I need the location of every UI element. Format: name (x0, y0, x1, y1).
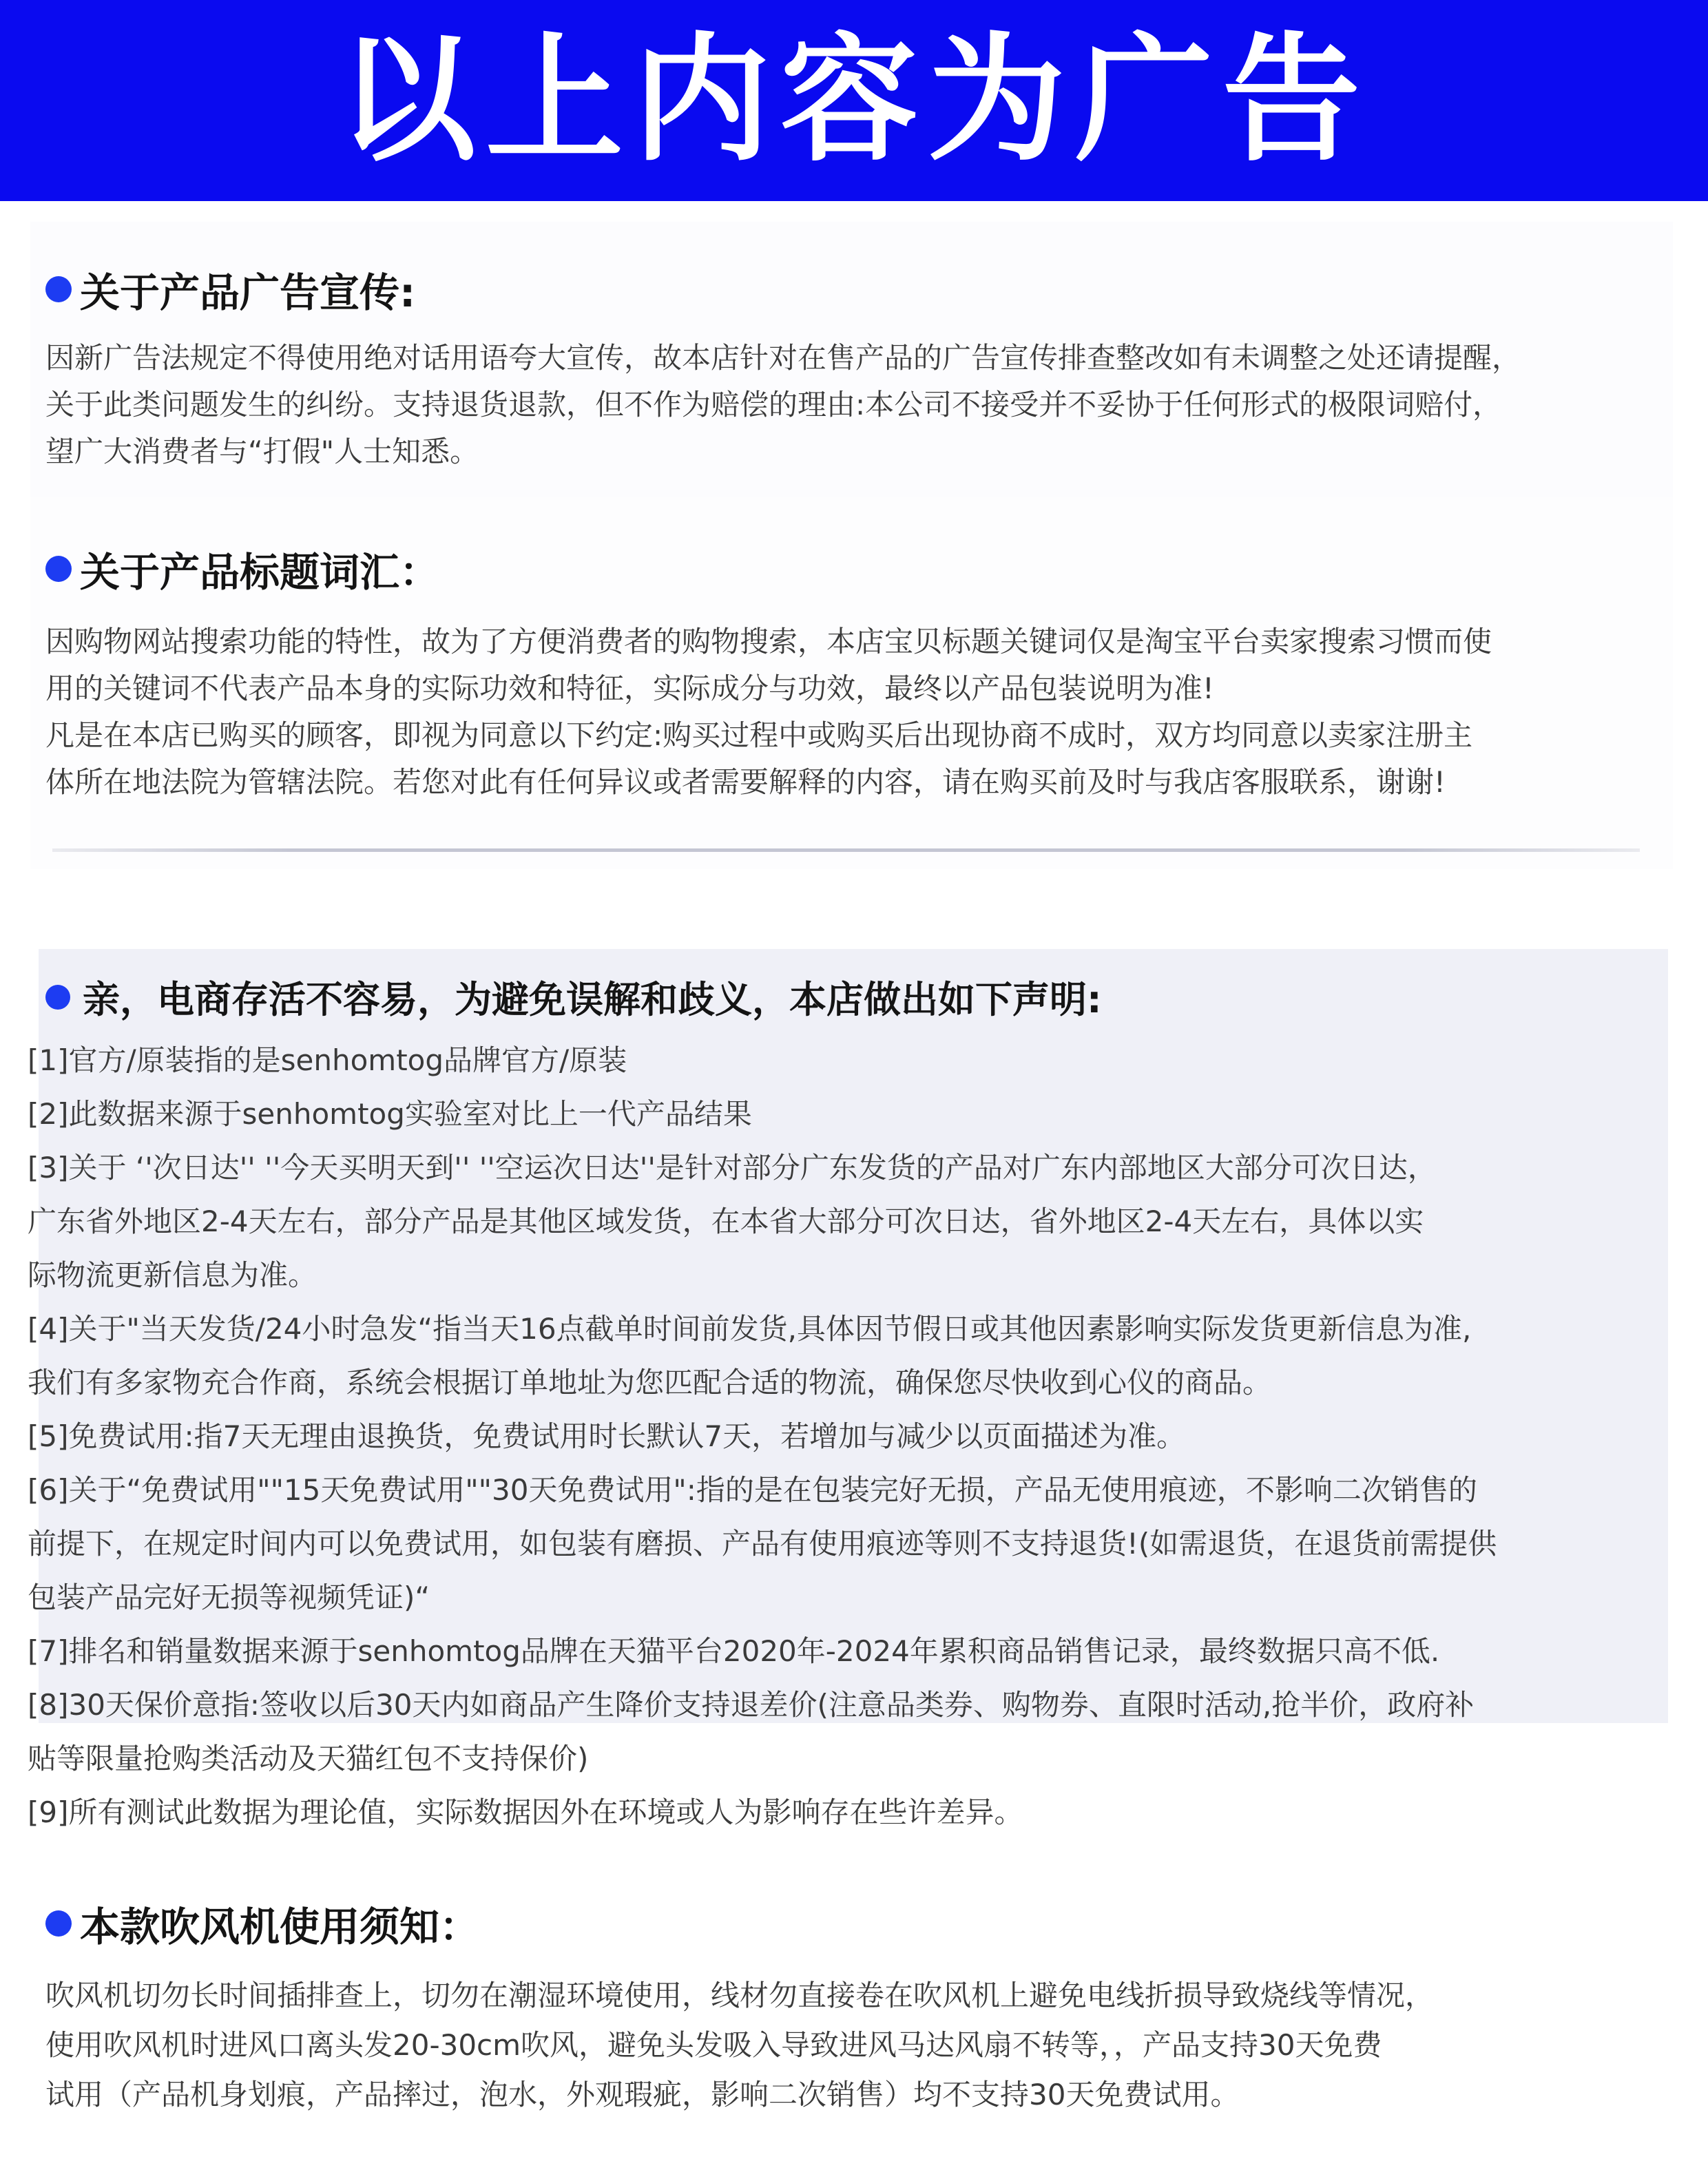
declaration-item-3: [3]关于 ‘'次日达'' ''今天买明天到'' ''空运次日达''是针对部分广东发货的产品对广东内部地区大部分可次日达， (28, 1150, 1437, 1185)
body-line: 体所在地法院为管辖法院。若您对此有任何异议或者需要解释的内容，请在购买前及时与我店客服联系，谢谢! (45, 764, 1446, 799)
body-line: 关于此类问题发生的纠纷。支持退货退款，但不作为赔偿的理由:本公司不接受并不妥协于任何形式的极限词赔付， (45, 387, 1502, 421)
section-heading-ad-promo (45, 261, 415, 317)
declaration-item-6: [6]关于“免费试用""15天免费试用""30天免费试用":指的是在包装完好无损，产品无使用痕迹，不影响二次销售的 (28, 1472, 1477, 1507)
declaration-item-8-cont: 贴等限量抢购类活动及天猫红包不支持保价) (28, 1741, 589, 1775)
declaration-item-4: [4]关于"当天发货/24小时急发“指当天16点截单时间前发货,具体因节假日或其他因素影响实际发货更新信息为准, (28, 1311, 1472, 1346)
declaration-item-8: [8]30天保价意指:签收以后30天内如商品产生降价支持退差价(注意品类券、购物券、直限时活动,抢半价，政府补 (28, 1687, 1475, 1722)
banner-title: 以上内容为广告 (337, 20, 1370, 180)
declaration-item-4-cont: 我们有多家物充合作商，系统会根据订单地址为您匹配合适的物流，确保您尽快收到心仪的商品。 (28, 1365, 1272, 1399)
heading-text: 本款吹风机使用须知： (80, 1903, 480, 1950)
body-line: 凡是在本店已购买的顾客，即视为同意以下约定:购买过程中或购买后出现协商不成时，双方均同意以卖家注册主 (45, 718, 1473, 752)
heading-text: 亲，电商存活不容易，为避免误解和歧义，本店做出如下声明: (83, 978, 1102, 1022)
section-heading-title-words (45, 541, 439, 596)
declaration-item-9: [9]所有测试此数据为理论值，实际数据因外在环境或人为影响存在些许差异。 (28, 1795, 1023, 1829)
heading-text: 关于产品标题词汇： (80, 548, 440, 596)
body-line: 使用吹风机时进风口离头发20-30cm吹风，避免头发吸入导致进风马达风扇不转等，，产品支持30天免费 (45, 2027, 1382, 2062)
bullet-dot-icon (45, 556, 72, 582)
body-line: 因购物网站搜索功能的特性，故为了方便消费者的购物搜索，本店宝贝标题关键词仅是淘宝平台卖家搜索习惯而使 (45, 624, 1492, 658)
declaration-item-2: [2]此数据来源于senhomtog实验室对比上一代产品结果 (28, 1096, 752, 1131)
declaration-item-3-cont: 际物流更新信息为准。 (28, 1258, 317, 1292)
body-line: 吹风机切勿长时间插排查上，切勿在潮湿环境使用，线材勿直接卷在吹风机上避免电线折损导致烧线等情况， (45, 1978, 1435, 2012)
section-heading-declaration (45, 971, 1102, 1023)
body-line: 试用（产品机身划痕，产品摔过，泡水，外观瑕疵，影响二次销售）均不支持30天免费试用。 (45, 2077, 1240, 2111)
body-line: 用的关键词不代表产品本身的实际功效和特征，实际成分与功效，最终以产品包装说明为准! (45, 671, 1214, 705)
body-line: 望广大消费者与“打假"人士知悉。 (45, 434, 479, 468)
divider (52, 848, 1640, 852)
declaration-item-6-cont: 包装产品完好无损等视频凭证)“ (28, 1580, 430, 1614)
heading-text: 关于产品广告宣传: (80, 269, 416, 316)
declaration-item-6-cont: 前提下，在规定时间内可以免费试用，如包装有磨损、产品有使用痕迹等则不支持退货!(如需退货，在退货前需提供 (28, 1526, 1497, 1561)
bullet-dot-icon (45, 276, 72, 302)
body-line: 因新广告法规定不得使用绝对话用语夸大宣传，故本店针对在售产品的广告宣传排查整改如有未调整之处还请提醒， (45, 340, 1521, 375)
bullet-dot-icon (45, 985, 70, 1010)
bullet-dot-icon (45, 1910, 72, 1937)
declaration-item-3-cont: 广东省外地区2-4天左右，部分产品是其他区域发货，在本省大部分可次日达，省外地区2-4天左右，具体以实 (28, 1204, 1424, 1238)
declaration-item-7: [7]排名和销量数据来源于senhomtog品牌在天猫平台2020年-2024年累积商品销售记录，最终数据只高不低. (28, 1634, 1440, 1668)
declaration-item-5: [5]免费试用:指7天无理由退换货，免费试用时长默认7天，若增加与减少以页面描述为准。 (28, 1419, 1186, 1453)
declaration-item-1: [1]官方/原装指的是senhomtog品牌官方/原装 (28, 1043, 627, 1077)
ad-banner (0, 0, 1708, 201)
section-heading-usage (45, 1895, 479, 1951)
